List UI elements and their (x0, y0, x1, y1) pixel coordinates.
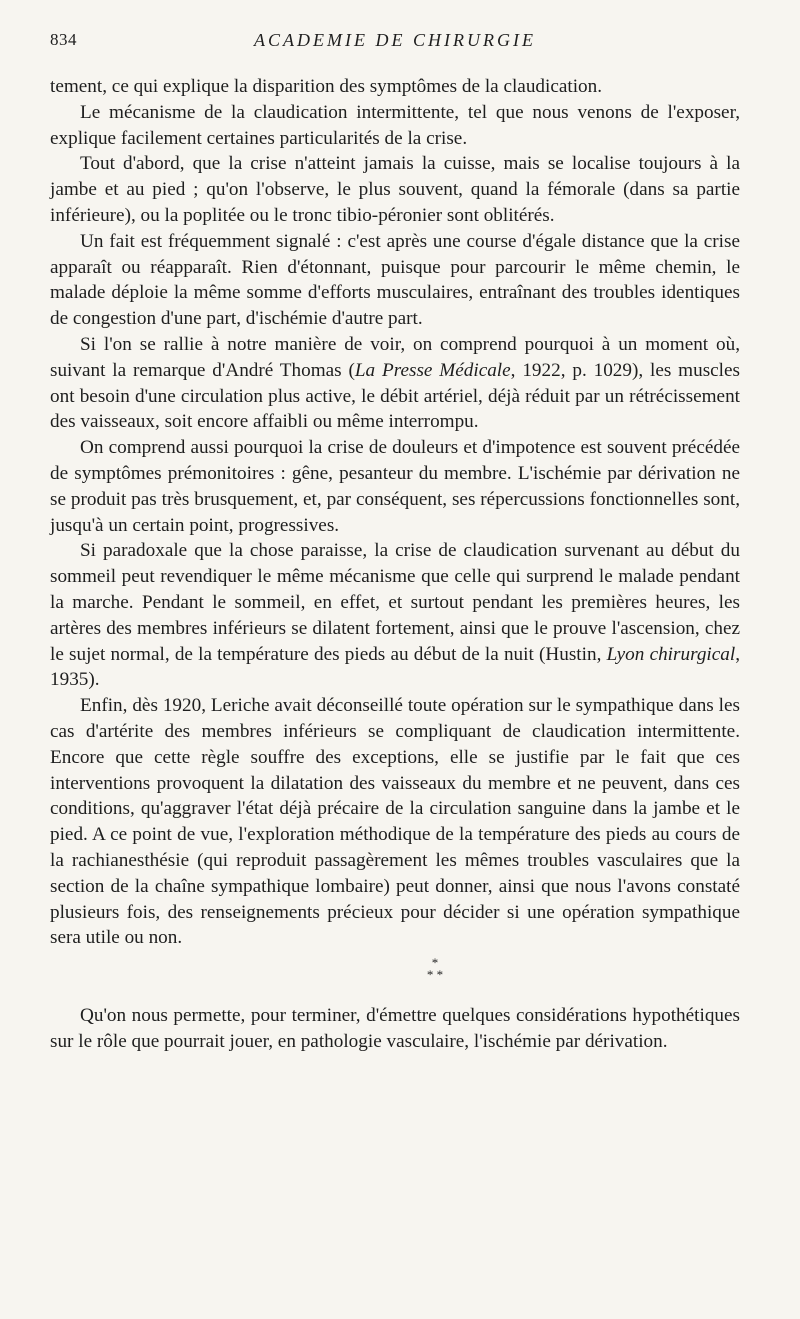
separator-star-top: * (431, 955, 439, 971)
paragraph-7-text-b: , 1935). (50, 643, 740, 691)
paragraph-5-text-a: Si l'on se rallie à notre manière de voir, on comprend pourquoi à un moment où, suivant la remarque d'André Thomas ( (50, 333, 740, 381)
paragraph-5 (50, 332, 740, 435)
article-body (50, 74, 740, 1055)
separator-star-bottom: * * (426, 967, 444, 983)
paragraph-4: Un fait est fréquemment signalé : c'est après une course d'égale distance que la crise apparaît ou réapparaît. Rien d'étonnant, puisque pour parcourir le même chemin, le malade déploie la même somme d'efforts musculaires, entraînant des troubles identiques de congestion d'une part, d'ischémie d'autre part. (50, 230, 740, 330)
paragraph-7 (50, 538, 740, 693)
page-number: 834 (50, 30, 77, 49)
paragraph-2: Le mécanisme de la claudication intermittente, tel que nous venons de l'exposer, explique facilement certaines particularités de la crise. (50, 101, 740, 149)
running-title: ACADEMIE DE CHIRURGIE (254, 30, 536, 50)
paragraph-3: Tout d'abord, que la crise n'atteint jamais la cuisse, mais se localise toujours à la jambe et au pied ; qu'on l'observe, le plus souvent, quand la fémorale (dans sa partie inférieure), ou la poplitée ou le tronc tibio-péronier sont oblitérés. (50, 153, 740, 226)
paragraph-8: Enfin, dès 1920, Leriche avait déconseillé toute opération sur le sympathique dans les cas d'artérite des membres inférieurs se compliquant de claudication intermittente. Encore que cette règle souffre des exceptions, elle se justifie par le fait que ces interventions provoquent la dilatation des vaisseaux du membre et ne peuvent, dans ces conditions, qu'aggraver l'état déjà précaire de la circulation sanguine dans la jambe et le pied. A ce point de vue, l'exploration méthodique de la température des pieds au cours de la rachianesthésie (qui reproduit passagèrement les mêmes troubles vasculaires que la section de la chaîne sympathique lombaire) peut donner, ainsi que nous l'avons constaté plusieurs fois, des renseignements précieux pour décider si une opération sympathique sera utile ou non. (50, 695, 740, 949)
closing-section (50, 1003, 740, 1055)
paragraph-7-text-a: Si paradoxale que la chose paraisse, la crise de claudication survenant au début du sommeil peut revendiquer le même mécanisme que celle qui surprend le malade pendant la marche. Pendant le sommeil, en effet, et surtout pendant les premières heures, les artères des membres inférieurs se dilatent fortement, ainsi que le prouve l'ascension, chez le sujet normal, de la température des pieds au début de la nuit (Hustin, (50, 540, 740, 665)
closing-paragraph: Qu'on nous permette, pour terminer, d'émettre quelques considérations hypothétiques sur le rôle que pourrait jouer, en pathologie vasculaire, l'ischémie par dérivation. (50, 1005, 740, 1052)
citation-journal-title: La Presse Médicale (354, 359, 511, 381)
section-separator (50, 957, 740, 981)
paragraph-5-text-b: , 1922, p. 1029), les muscles ont besoin d'une circulation plus active, le débit artériel, déjà réduit par un rétrécissement des vaisseaux, soit encore affaibli ou même interrompu. (50, 359, 741, 433)
paragraph-6: On comprend aussi pourquoi la crise de douleurs et d'impotence est souvent précédée de symptômes prémonitoires : gêne, pesanteur du membre. L'ischémie par dérivation ne se produit pas très brusquement, et, par conséquent, ses répercussions fonctionnelles sont, jusqu'à un certain point, progressives. (50, 437, 740, 536)
citation-journal-title: Lyon chirurgical (606, 643, 736, 665)
page-header (50, 30, 740, 56)
paragraph-1: tement, ce qui explique la disparition des symptômes de la claudication. (50, 76, 603, 97)
